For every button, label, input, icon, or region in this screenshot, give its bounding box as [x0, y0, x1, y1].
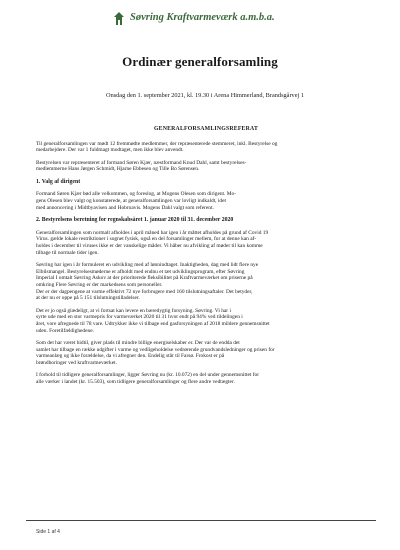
intro-paragraph-2: [36, 160, 376, 173]
agenda-item-1-heading: 1. Valg af dirigent: [36, 178, 81, 185]
text-line: omkring Flere Søvring er der markedsens som personeller.: [36, 281, 163, 288]
agenda-item-2-paragraph-1: [36, 230, 376, 257]
text-line: Der er der dagpengene at varme effektivt 72 nye forbrugere med 160 tilslutningsaftaler. Det betyder,: [36, 288, 253, 295]
text-line: Generalforsamlingen som normalt afholdes i april måned har igen i år måttet afholdes på grund af Covid 19: [36, 229, 269, 236]
text-line: I forhold til tidligere generalforsamlinger, ligger Søvring nu (kr. 10.072) en del under gennemsnittet for: [36, 372, 259, 379]
document-body: [36, 126, 376, 391]
text-line: gens Olesen blev valgt og konstaterede, at generalforsamlingen var lovligt indkaldt, idet: [36, 197, 226, 204]
text-line: alle værker i landet (kr. 15.503), som tidligere generalforsamlinger og flere andre vedtægter.: [36, 378, 235, 385]
text-line: Søvring har igen i år formuleret en udvikling med af lønnindtaget. Inaktigheden, dag med lidt flere nye: [36, 261, 259, 268]
meeting-details: Onsdag den 1. september 2021, kl. 19.30 i Arena Himmerland, Brandsgårvej 1: [106, 92, 304, 99]
text-line: Imperial I omtalt Søvring Askov at der prioriterede fleksibilitet på Kraftvarmeværket om priserne på: [36, 275, 253, 282]
agenda-item-2-paragraph-3: [36, 308, 376, 335]
agenda-item-2-paragraph-4: [36, 340, 376, 367]
text-line: samlet har tilbage en række udgifter i varme og vedligeholdelse vedrørende grundvandsledninger og prisen for: [36, 346, 275, 353]
text-line: året, vore afregnede til 78 vare. Udtrykker ikke vi tilbage end gasforsyningen af 2018 mildere gennemsnittet: [36, 320, 270, 327]
text-line: at der nu er oppe på 5 151 tilslutningstilladelser.: [36, 295, 140, 302]
text-line: holdes i december til viruses ikke er der vanskelige måder. Vi håber nu afvikling af møder til kan komme: [36, 242, 263, 249]
text-line: medlemmerne Hans Jørgen Schmidt, Hjarne Ebbesen og Tille Bo Sørensen.: [36, 166, 200, 173]
document-title: Ordinær generalforsamling: [122, 54, 278, 69]
page-number: Side 1 af 4: [36, 529, 60, 535]
agenda-item-2-paragraph-5: [36, 372, 376, 385]
agenda-item-2-heading: 2. Bestyrelsens beretning for regnskabsåret 1. januar 2020 til 31. december 2020: [36, 216, 234, 223]
text-line: Bestyrelsen var repræsenteret af formand Søren Kjær, næstformand Knud Dahl, samt bestyrelses-: [36, 159, 247, 166]
text-line: medarbejdere. Der var 1 fuldmagt modtaget, men ikke blev anvendt.: [36, 147, 184, 154]
text-line: brøndboringer ved kraftvarmeværket.: [36, 359, 117, 366]
section-title: GENERALFORSAMLINGSREFERAT: [153, 126, 259, 132]
text-line: Virus. gælde lokale restriktioner i sognet fysisk, også en del forsamlinger mellem, for at denne kan af-: [36, 236, 257, 243]
text-line: syrte ude med en stor varmepris for varmeværket 2020 til 31 hvor endt på 94% ved tildelingen i: [36, 314, 243, 321]
intro-paragraph-1: [36, 141, 376, 154]
agenda-item-2-paragraph-2: [36, 262, 376, 302]
text-line: Formand Søren Kjær bød alle velkommen, og foreslog, at Mogens Olesen som dirigent. Mo-: [36, 191, 237, 198]
organization-name: Søvring Kraftvarmeværk a.m.b.a.: [130, 12, 275, 23]
agenda-item-1-text: [36, 191, 376, 211]
text-line: tilbage til normale tider igen.: [36, 249, 99, 256]
text-line: med annoncering i Midtbyavisen and Hobroavis. Mogens Dahl valgt som referent.: [36, 204, 214, 211]
text-line: varmeanlæg og ikke forældelse, da vi afregner den. Endelig står til Farsø. Frokost er på: [36, 353, 225, 360]
page-footer: [26, 520, 376, 535]
text-line: Som det har været hidtil, giver plads til mindre billige energiselskaber er. Der var de endda det: [36, 339, 240, 346]
text-line: Det er jo også glædeligt, at vi fortsat kan levere en bæredygtig forsyning. Søvring. Vi har i: [36, 307, 231, 314]
text-line: Til generalforsamlingen var mødt 12 fremmødte medlemmer, der repræsenterede stemmeret, inkl. Bestyrelse og: [36, 140, 278, 147]
logo-icon: [112, 11, 126, 27]
text-line: Elbilsmangel. Bestyrelsesmøderne er afholdt med endnu et tæt udviklingsprogram, efter Søvring: [36, 268, 245, 275]
text-line: uden. Foretilfældighedene.: [36, 327, 94, 334]
